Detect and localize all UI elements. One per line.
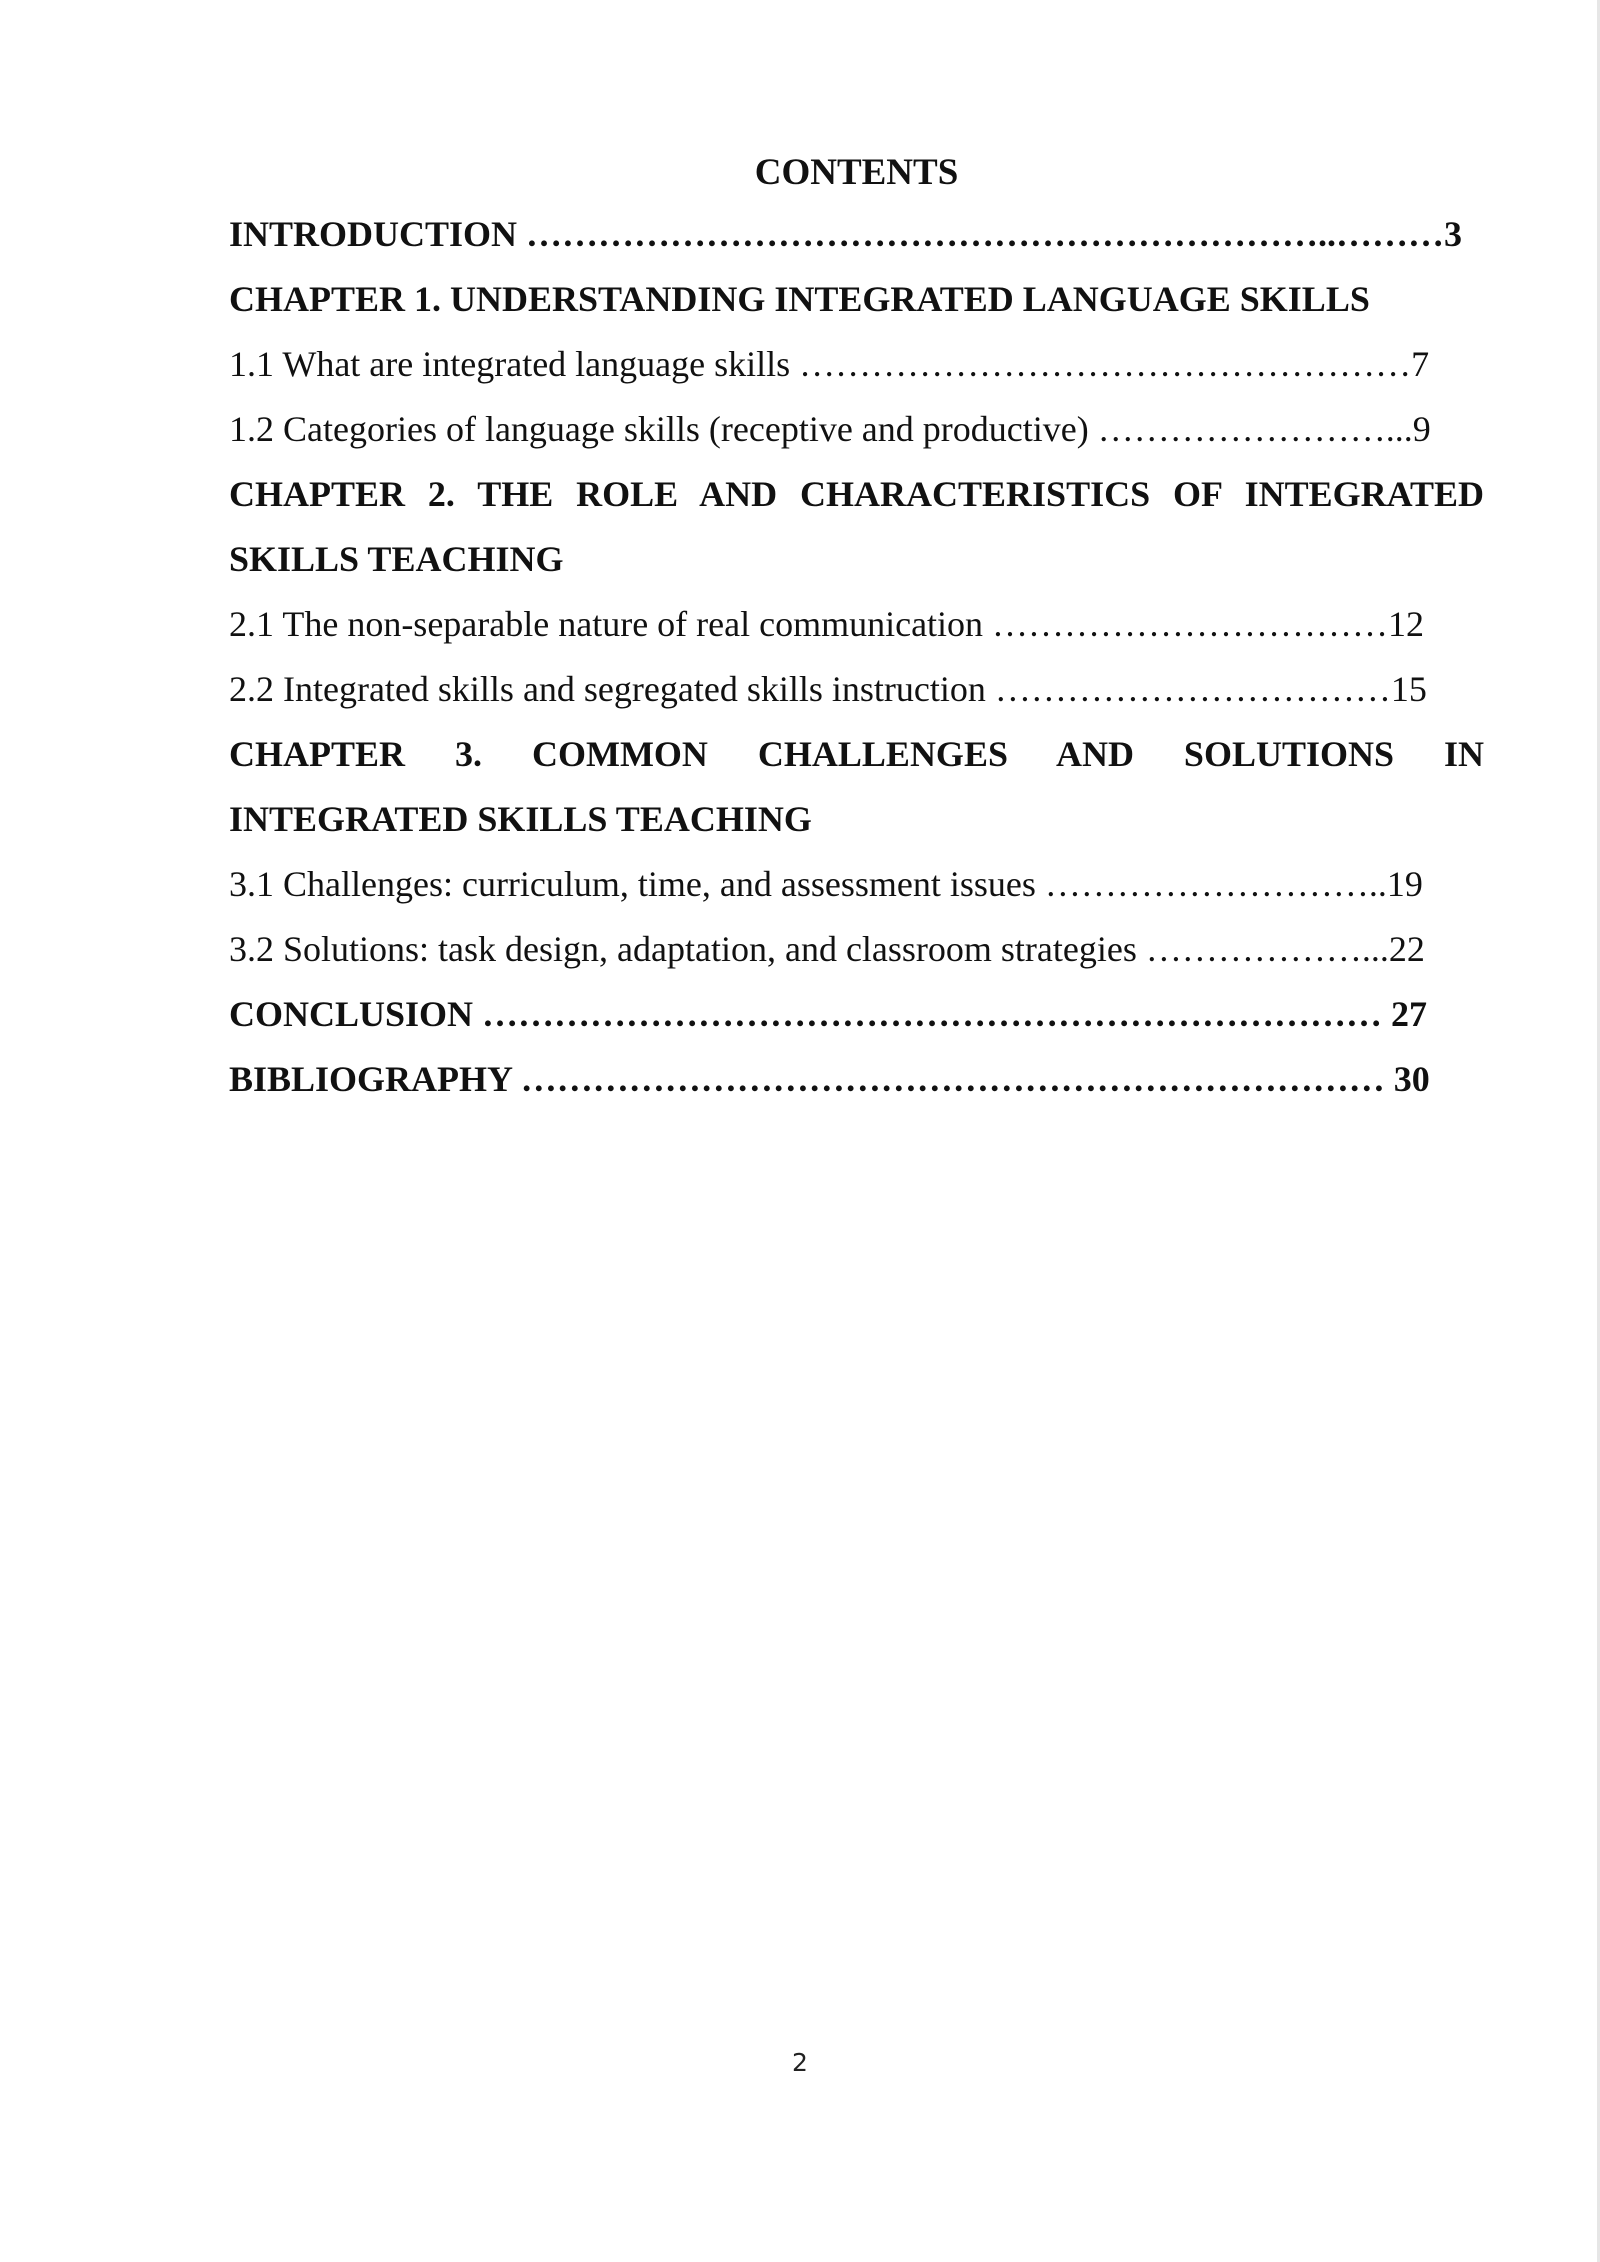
toc-entry-2-2: 2.2 Integrated skills and segregated skills instruction ……………………………15 (229, 669, 1427, 709)
toc-entry-chapter-3: CHAPTER 3. COMMON CHALLENGES AND SOLUTIONS IN INTEGRATED SKILLS TEACHING (229, 734, 1484, 839)
toc-entry-bibliography: BIBLIOGRAPHY ……………………………………………………………… 30 (229, 1059, 1430, 1099)
toc-entry-conclusion: CONCLUSION ………………………………………………………………… 27 (229, 994, 1428, 1034)
toc-entry-3-1: 3.1 Challenges: curriculum, time, and assessment issues ………………………..19 (229, 864, 1423, 904)
toc-entry-chapter-2: CHAPTER 2. THE ROLE AND CHARACTERISTICS OF INTEGRATED SKILLS TEACHING (229, 474, 1484, 579)
toc-entry-introduction: INTRODUCTION …………………………………………………………..………3 (229, 214, 1463, 254)
toc-entry-1-1: 1.1 What are integrated language skills ……………………………………………7 (229, 344, 1430, 384)
table-of-contents (229, 148, 1484, 1112)
toc-entry-2-1: 2.1 The non-separable nature of real communication ……………………………12 (229, 604, 1425, 644)
toc-entry-chapter-1: CHAPTER 1. UNDERSTANDING INTEGRATED LANGUAGE SKILLS (229, 279, 1370, 319)
toc-entry-3-2: 3.2 Solutions: task design, adaptation, and classroom strategies ………………...22 (229, 929, 1425, 969)
toc-entry-1-2: 1.2 Categories of language skills (receptive and productive) ……………………...9 (229, 409, 1431, 449)
toc-title: CONTENTS (754, 152, 959, 193)
page-number: 2 (792, 2048, 808, 2077)
